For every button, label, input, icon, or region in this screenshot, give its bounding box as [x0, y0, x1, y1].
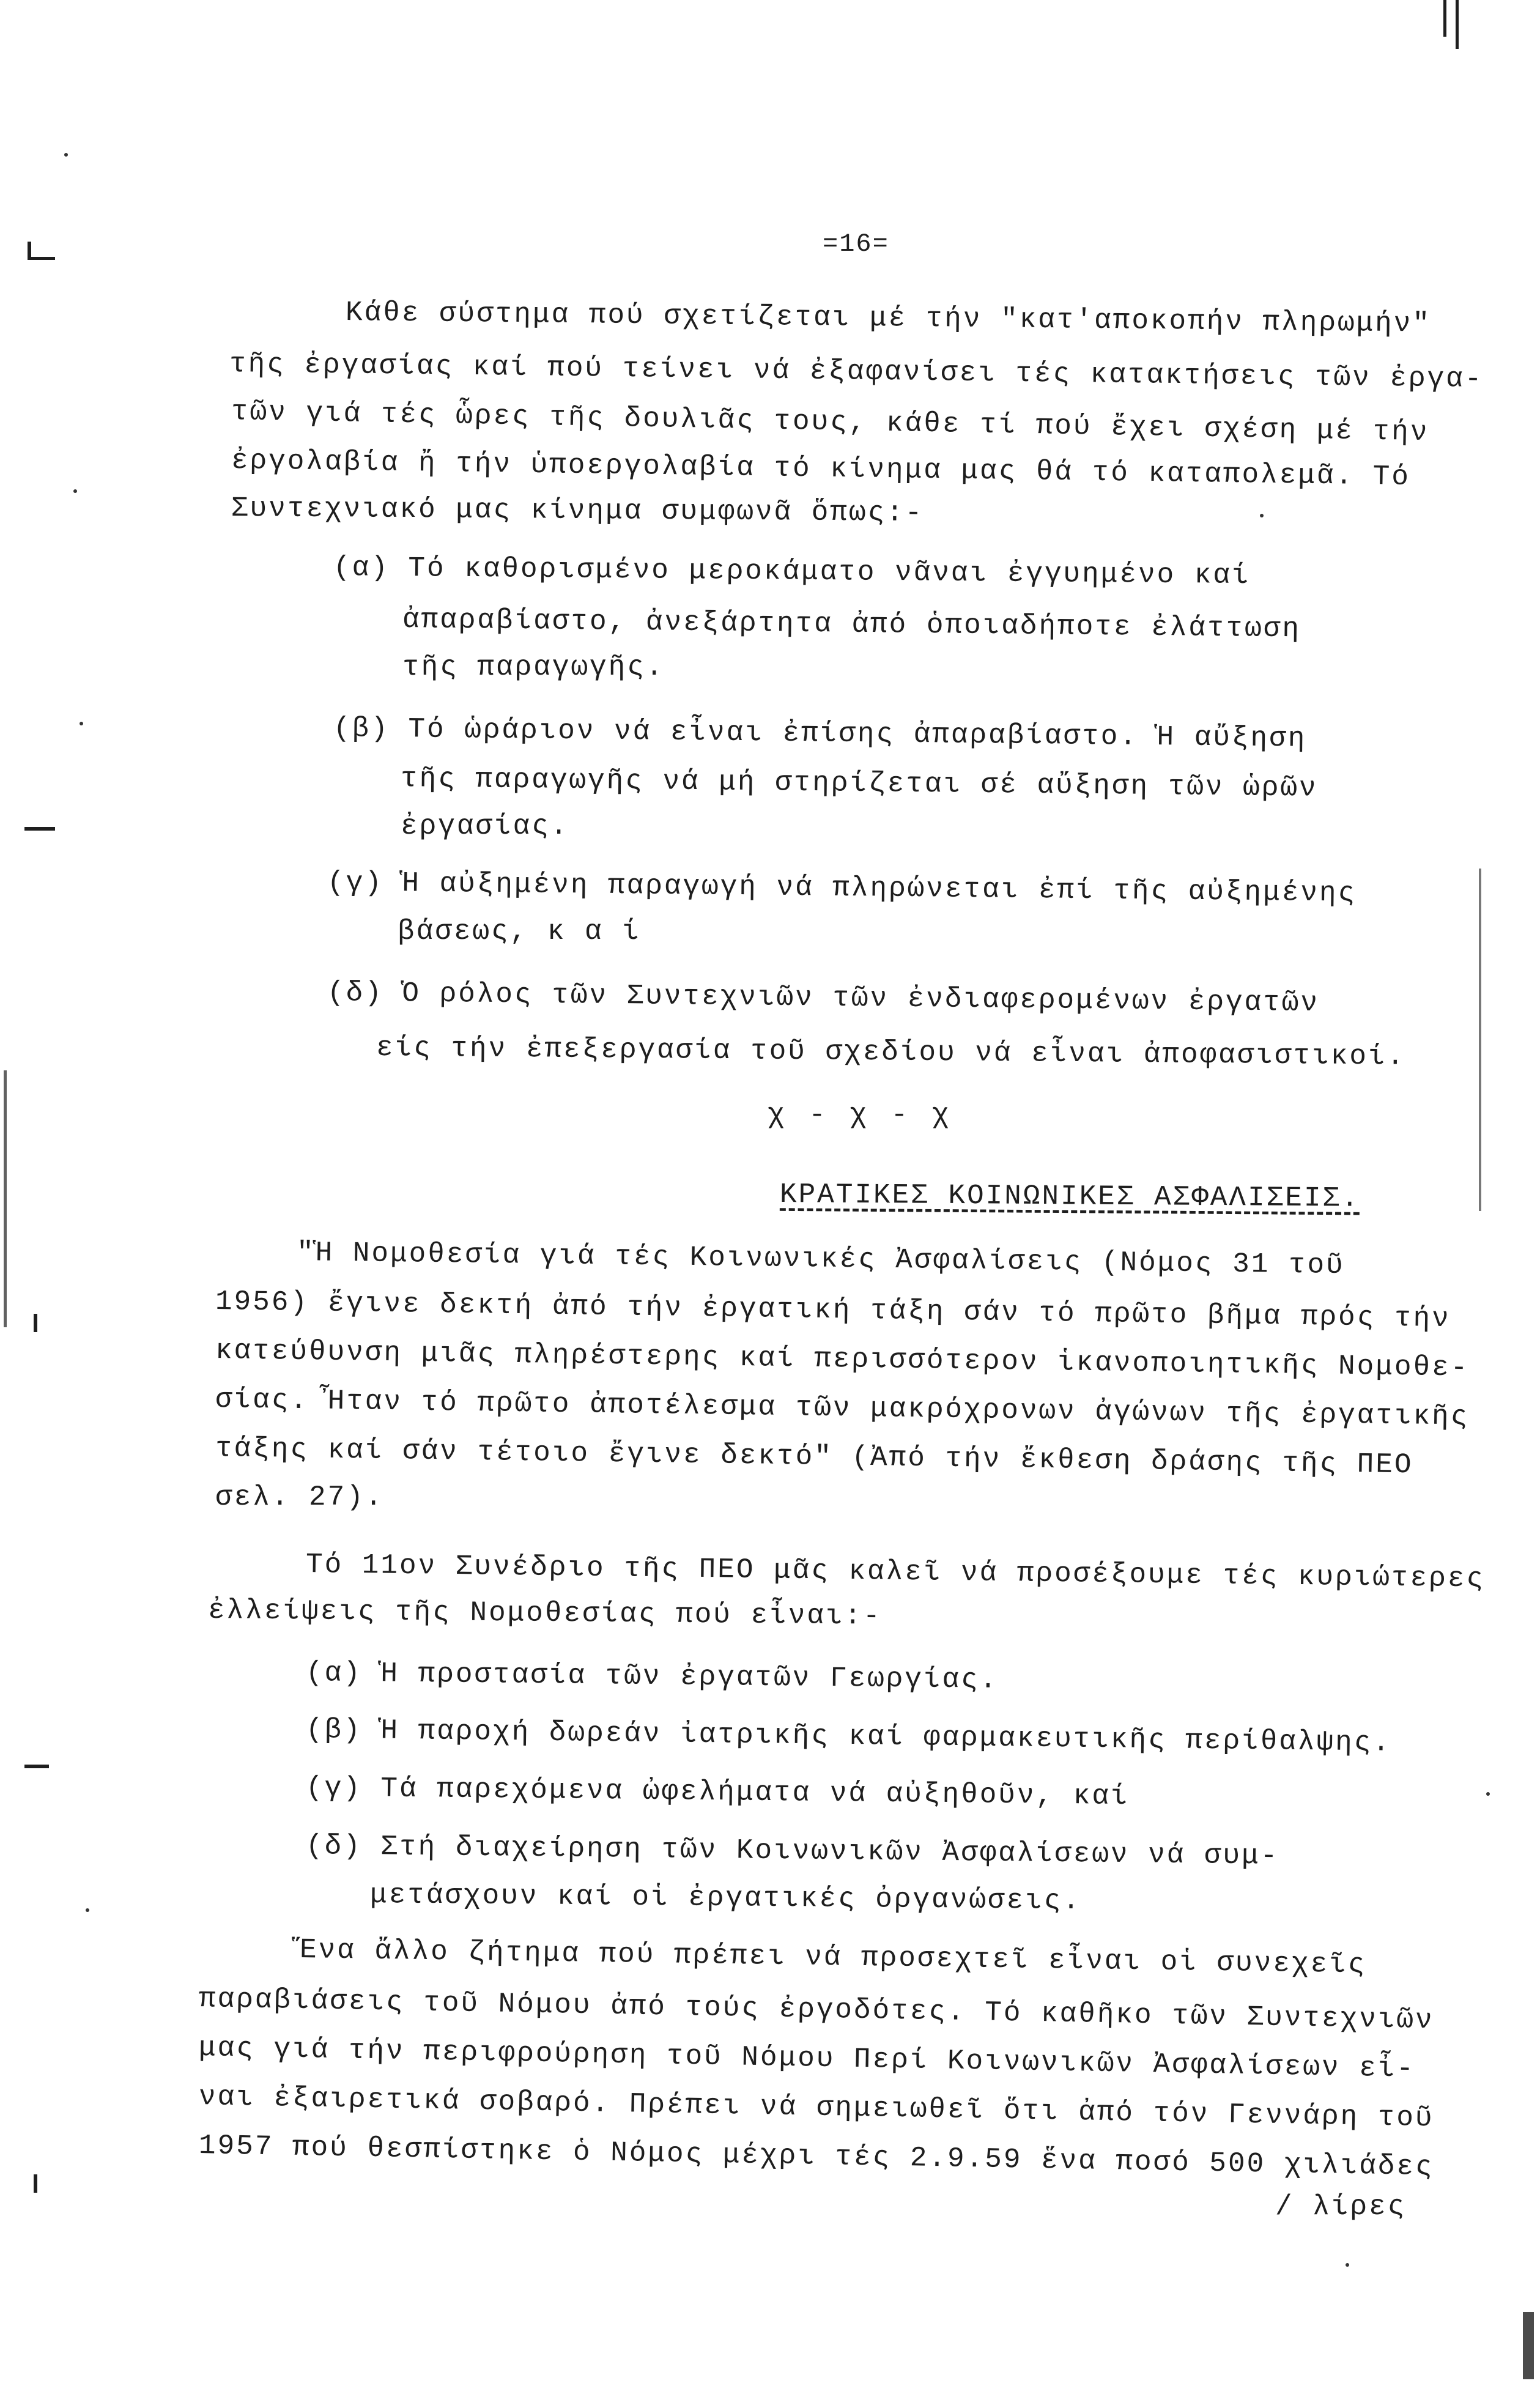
scan-speck	[1260, 514, 1264, 517]
list-item-continuation: είς τήν ἐπεξεργασία τοῦ σχεδίου νά εἶναι ἀποφασιστικοί.	[376, 1032, 1406, 1073]
scan-speck	[73, 489, 77, 493]
paragraph-line: κατεύθυνση μιᾶς πληρέστερης καί περισσότερον ἱκανοποιητικῆς Νομοθε-	[215, 1335, 1470, 1384]
scan-speck	[86, 1908, 89, 1912]
margin-tick	[28, 257, 55, 260]
section-heading: ΚΡΑΤΙΚΕΣ ΚΟΙΝΩΝΙΚΕΣ ΑΣΦΑΛΙΣΕΙΣ.	[779, 1179, 1360, 1215]
paragraph-line: Ἕνα ἄλλο ζήτημα πού πρέπει νά προσεχτεῖ εἶναι οἱ συνεχεῖς	[299, 1934, 1367, 1981]
paragraph-line: τῆς ἐργασίας καί πού τείνει νά ἐξαφανίσει τές κατακτήσεις τῶν ἐργα-	[229, 348, 1484, 396]
paragraph-line: τάξης καί σάν τέτοιο ἔγινε δεκτό" (Ἀπό τήν ἔκθεση δράσης τῆς ΠΕΟ	[215, 1432, 1413, 1481]
catchword: / λίρες	[1275, 2191, 1407, 2223]
list-item: (α) Τό καθορισμένο μεροκάματο νᾶναι ἐγγυημένο καί	[333, 552, 1251, 592]
margin-tick	[34, 1314, 37, 1332]
paragraph-line: τῶν γιά τές ὧρες τῆς δουλιᾶς τους, κάθε τί πού ἔχει σχέση μέ τήν	[231, 396, 1429, 449]
scan-edge-mark	[1456, 0, 1459, 49]
margin-tick	[24, 1765, 49, 1768]
list-item: (β) Ἡ παροχή δωρεάν ἰατρικῆς καί φαρμακευτικῆς περίθαλψης.	[305, 1714, 1392, 1759]
page-number: =16=	[823, 229, 889, 259]
paragraph-line: Τό 11ον Συνέδριο τῆς ΠΕΟ μᾶς καλεῖ νά προσέξουμε τές κυριώτερες	[305, 1549, 1486, 1595]
list-item-continuation: μετάσχουν καί οἱ ἐργατικές ὀργανώσεις.	[369, 1879, 1082, 1917]
margin-tick	[24, 827, 55, 831]
list-item: (γ) Τά παρεχόμενα ὠφελήματα νά αὐξηθοῦν, καί	[305, 1772, 1130, 1813]
paragraph-line: ναι ἐξαιρετικά σοβαρό. Πρέπει νά σημειωθεῖ ὅτι ἀπό τόν Γεννάρη τοῦ	[198, 2081, 1435, 2135]
list-item: (β) Τό ὡράριον νά εἶναι ἐπίσης ἀπαραβίαστο. Ἡ αὔξηση	[333, 713, 1307, 755]
scan-speck	[1486, 1792, 1490, 1796]
scan-edge-mark	[1479, 869, 1481, 1211]
scan-edge-mark	[1523, 2312, 1534, 2379]
margin-tick	[34, 2174, 37, 2193]
paragraph-line: 1957 πού θεσπίστηκε ὁ Νόμος μέχρι τές 2.9.59 ἕνα ποσό 500 χιλιάδες	[198, 2130, 1435, 2184]
paragraph-line: μας γιά τήν περιφρούρηση τοῦ Νόμου Περί Κοινωνικῶν Ἀσφαλίσεων εἶ-	[198, 2032, 1416, 2085]
paragraph-line: "Ἡ Νομοθεσία γιά τές Κοινωνικές Ἀσφαλίσεις (Νόμος 31 τοῦ	[296, 1237, 1346, 1281]
paragraph-line: Κάθε σύστημα πού σχετίζεται μέ τήν "κατ'αποκοπήν πληρωμήν"	[345, 297, 1432, 340]
paragraph-line: σελ. 27).	[215, 1481, 384, 1513]
scan-speck	[1346, 2263, 1349, 2267]
scan-edge-mark	[1443, 0, 1446, 37]
scan-speck	[64, 153, 68, 157]
scan-speck	[80, 722, 83, 725]
paragraph-line: 1956) ἔγινε δεκτή ἀπό τήν ἐργατική τάξη σάν τό πρῶτο βῆμα πρός τήν	[215, 1286, 1451, 1335]
paragraph-line: παραβιάσεις τοῦ Νόμου ἀπό τούς ἐργοδότες. Τό καθῆκο τῶν Συντεχνιῶν	[198, 1983, 1435, 2037]
list-item-continuation: ἐργασίας.	[401, 810, 569, 842]
scan-edge-mark	[4, 1070, 7, 1327]
list-item: (α) Ἡ προστασία τῶν ἐργατῶν Γεωργίας.	[305, 1657, 999, 1696]
list-item-continuation: βάσεως, κ α ί	[398, 916, 641, 947]
paragraph-line: σίας. Ἦταν τό πρῶτο ἀποτέλεσμα τῶν μακρόχρονων ἀγώνων τῆς ἐργατικῆς	[215, 1384, 1470, 1433]
list-item: (γ) Ἡ αὐξημένη παραγωγή νά πληρώνεται ἐπί τῆς αὐξημένης	[327, 867, 1357, 910]
separator: χ - χ - χ	[768, 1099, 953, 1131]
list-item-continuation: τῆς παραγωγῆς νά μή στηρίζεται σέ αὔξηση τῶν ὡρῶν	[400, 763, 1318, 804]
paragraph-line: ἐλλείψεις τῆς Νομοθεσίας πού εἶναι:-	[207, 1595, 882, 1632]
paragraph-line: ἐργολαβία ἤ τήν ὑποεργολαβία τό κίνημα μας θά τό καταπολεμᾶ. Τό	[231, 445, 1411, 493]
list-item-continuation: ἀπαραβίαστο, ἀνεξάρτητα ἀπό ὁποιαδήποτε ἐλάττωση	[402, 604, 1301, 645]
list-item: (δ) Ὁ ρόλος τῶν Συντεχνιῶν τῶν ἐνδιαφερομένων ἐργατῶν	[327, 977, 1320, 1019]
list-item-continuation: τῆς παραγωγῆς.	[402, 651, 665, 683]
paragraph-line: Συντεχνιακό μας κίνημα συμφωνᾶ ὅπως:-	[231, 492, 924, 529]
list-item: (δ) Στή διαχείρηση τῶν Κοινωνικῶν Ἀσφαλίσεων νά συμ-	[305, 1830, 1279, 1872]
